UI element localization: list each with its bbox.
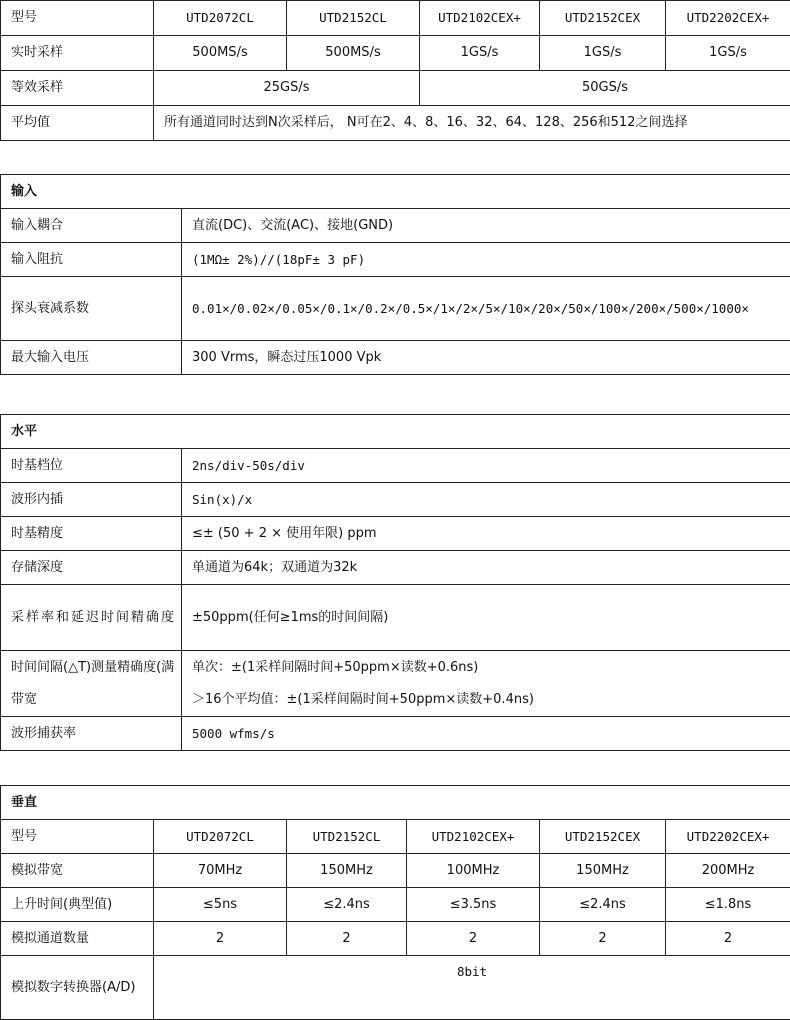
horizontal-row-label: 时基档位: [1, 449, 182, 483]
horizontal-row-label: 时间间隔(△T)测量精确度(满带宽: [1, 651, 182, 717]
input-row: [1, 209, 790, 243]
rise-time-cell: ≤5ns: [154, 888, 287, 922]
bandwidth-cell: 150MHz: [287, 854, 407, 888]
realtime-cell: 1GS/s: [540, 36, 666, 71]
model-cell: UTD2102CEX+: [407, 820, 540, 854]
bandwidth-label: 模拟带宽: [1, 854, 154, 888]
input-row-label: 最大输入电压: [1, 341, 182, 375]
horizontal-row: [1, 551, 790, 585]
equivalent-cell: 50GS/s: [420, 71, 790, 106]
bandwidth-cell: 70MHz: [154, 854, 287, 888]
model-cell: UTD2072CL: [154, 820, 287, 854]
model-cell: UTD2152CL: [287, 820, 407, 854]
rise-time-cell: ≤1.8ns: [666, 888, 790, 922]
horizontal-row-label: 采样率和延迟时间精确度: [1, 585, 182, 651]
horizontal-row-value: 5000 wfms/s: [182, 717, 790, 751]
rise-time-cell: ≤3.5ns: [407, 888, 540, 922]
model-cell: UTD2202CEX+: [666, 1, 790, 36]
input-row-value: 0.01×/0.02×/0.05×/0.1×/0.2×/0.5×/1×/2×/5×/10×/20×/50×/100×/200×/500×/1000×: [182, 277, 790, 341]
vertical-header-row: [1, 786, 790, 820]
adc-value: 8bit: [154, 956, 790, 1020]
channels-label: 模拟通道数量: [1, 922, 154, 956]
bandwidth-cell: 200MHz: [666, 854, 790, 888]
realtime-cell: 1GS/s: [666, 36, 790, 71]
channels-cell: 2: [666, 922, 790, 956]
vertical-table: [0, 785, 790, 1020]
bandwidth-cell: 100MHz: [407, 854, 540, 888]
sampling-table: [0, 0, 790, 141]
rise-time-label: 上升时间(典型值): [1, 888, 154, 922]
model-cell: UTD2202CEX+: [666, 820, 790, 854]
input-row-label: 探头衰减系数: [1, 277, 182, 341]
model-cell: UTD2102CEX+: [420, 1, 540, 36]
horizontal-row-label: 存储深度: [1, 551, 182, 585]
channels-cell: 2: [407, 922, 540, 956]
horizontal-row-label: 波形捕获率: [1, 717, 182, 751]
horizontal-row: [1, 449, 790, 483]
average-label: 平均值: [1, 106, 154, 141]
horizontal-row-label: 时基精度: [1, 517, 182, 551]
horizontal-row-value: 2ns/div-50s/div: [182, 449, 790, 483]
horizontal-row: [1, 651, 790, 717]
horizontal-row: [1, 483, 790, 517]
average-row: [1, 106, 790, 141]
equivalent-cell: 25GS/s: [154, 71, 420, 106]
rise-time-cell: ≤2.4ns: [287, 888, 407, 922]
horizontal-row-value: ±50ppm(任何≥1ms的时间间隔): [182, 585, 790, 651]
sampling-models-row: [1, 1, 790, 36]
horizontal-row-label: 波形内插: [1, 483, 182, 517]
input-row-label: 输入耦合: [1, 209, 182, 243]
input-row-value: (1MΩ± 2%)//(18pF± 3 pF): [182, 243, 790, 277]
horizontal-row-value: 单通道为64k；双通道为32k: [182, 551, 790, 585]
horizontal-row: [1, 717, 790, 751]
input-row-label: 输入阻抗: [1, 243, 182, 277]
model-cell: UTD2152CEX: [540, 820, 666, 854]
horizontal-row: [1, 517, 790, 551]
channels-cell: 2: [540, 922, 666, 956]
horizontal-row-value-line: ＞16个平均值：±(1采样间隔时间+50ppm×读数+0.4ns): [192, 691, 534, 707]
bandwidth-cell: 150MHz: [540, 854, 666, 888]
input-row-value: 300 Vrms，瞬态过压1000 Vpk: [182, 341, 790, 375]
horizontal-row-value: Sin(x)/x: [182, 483, 790, 517]
input-row: [1, 341, 790, 375]
adc-row: [1, 956, 790, 1020]
model-cell: UTD2152CEX: [540, 1, 666, 36]
input-row: [1, 277, 790, 341]
rise-time-row: [1, 888, 790, 922]
channels-cell: 2: [154, 922, 287, 956]
equivalent-label: 等效采样: [1, 71, 154, 106]
bandwidth-row: [1, 854, 790, 888]
horizontal-table: [0, 414, 790, 751]
models-label: 型号: [1, 820, 154, 854]
channels-cell: 2: [287, 922, 407, 956]
input-row-value: 直流(DC)、交流(AC)、接地(GND): [182, 209, 790, 243]
input-title: 输入: [1, 175, 790, 209]
model-cell: UTD2072CL: [154, 1, 287, 36]
realtime-cell: 1GS/s: [420, 36, 540, 71]
horizontal-row-value-line: 单次：±(1采样间隔时间+50ppm×读数+0.6ns): [192, 659, 479, 675]
realtime-cell: 500MS/s: [287, 36, 420, 71]
horizontal-row-value: ≤± (50 + 2 × 使用年限) ppm: [182, 517, 790, 551]
horizontal-title: 水平: [1, 415, 790, 449]
rise-time-cell: ≤2.4ns: [540, 888, 666, 922]
vertical-title: 垂直: [1, 786, 790, 820]
average-value: 所有通道同时达到N次采样后， N可在2、4、8、16、32、64、128、256和512之间选择: [154, 106, 790, 141]
realtime-cell: 500MS/s: [154, 36, 287, 71]
input-table: [0, 174, 790, 375]
input-row: [1, 243, 790, 277]
horizontal-header-row: [1, 415, 790, 449]
equivalent-row: [1, 71, 790, 106]
channels-row: [1, 922, 790, 956]
horizontal-row: [1, 585, 790, 651]
vertical-models-row: [1, 820, 790, 854]
horizontal-row-value: [182, 651, 790, 717]
adc-label: 模拟数字转换器(A/D): [1, 956, 154, 1020]
input-header-row: [1, 175, 790, 209]
model-cell: UTD2152CL: [287, 1, 420, 36]
realtime-label: 实时采样: [1, 36, 154, 71]
models-label: 型号: [1, 1, 154, 36]
realtime-row: [1, 36, 790, 71]
